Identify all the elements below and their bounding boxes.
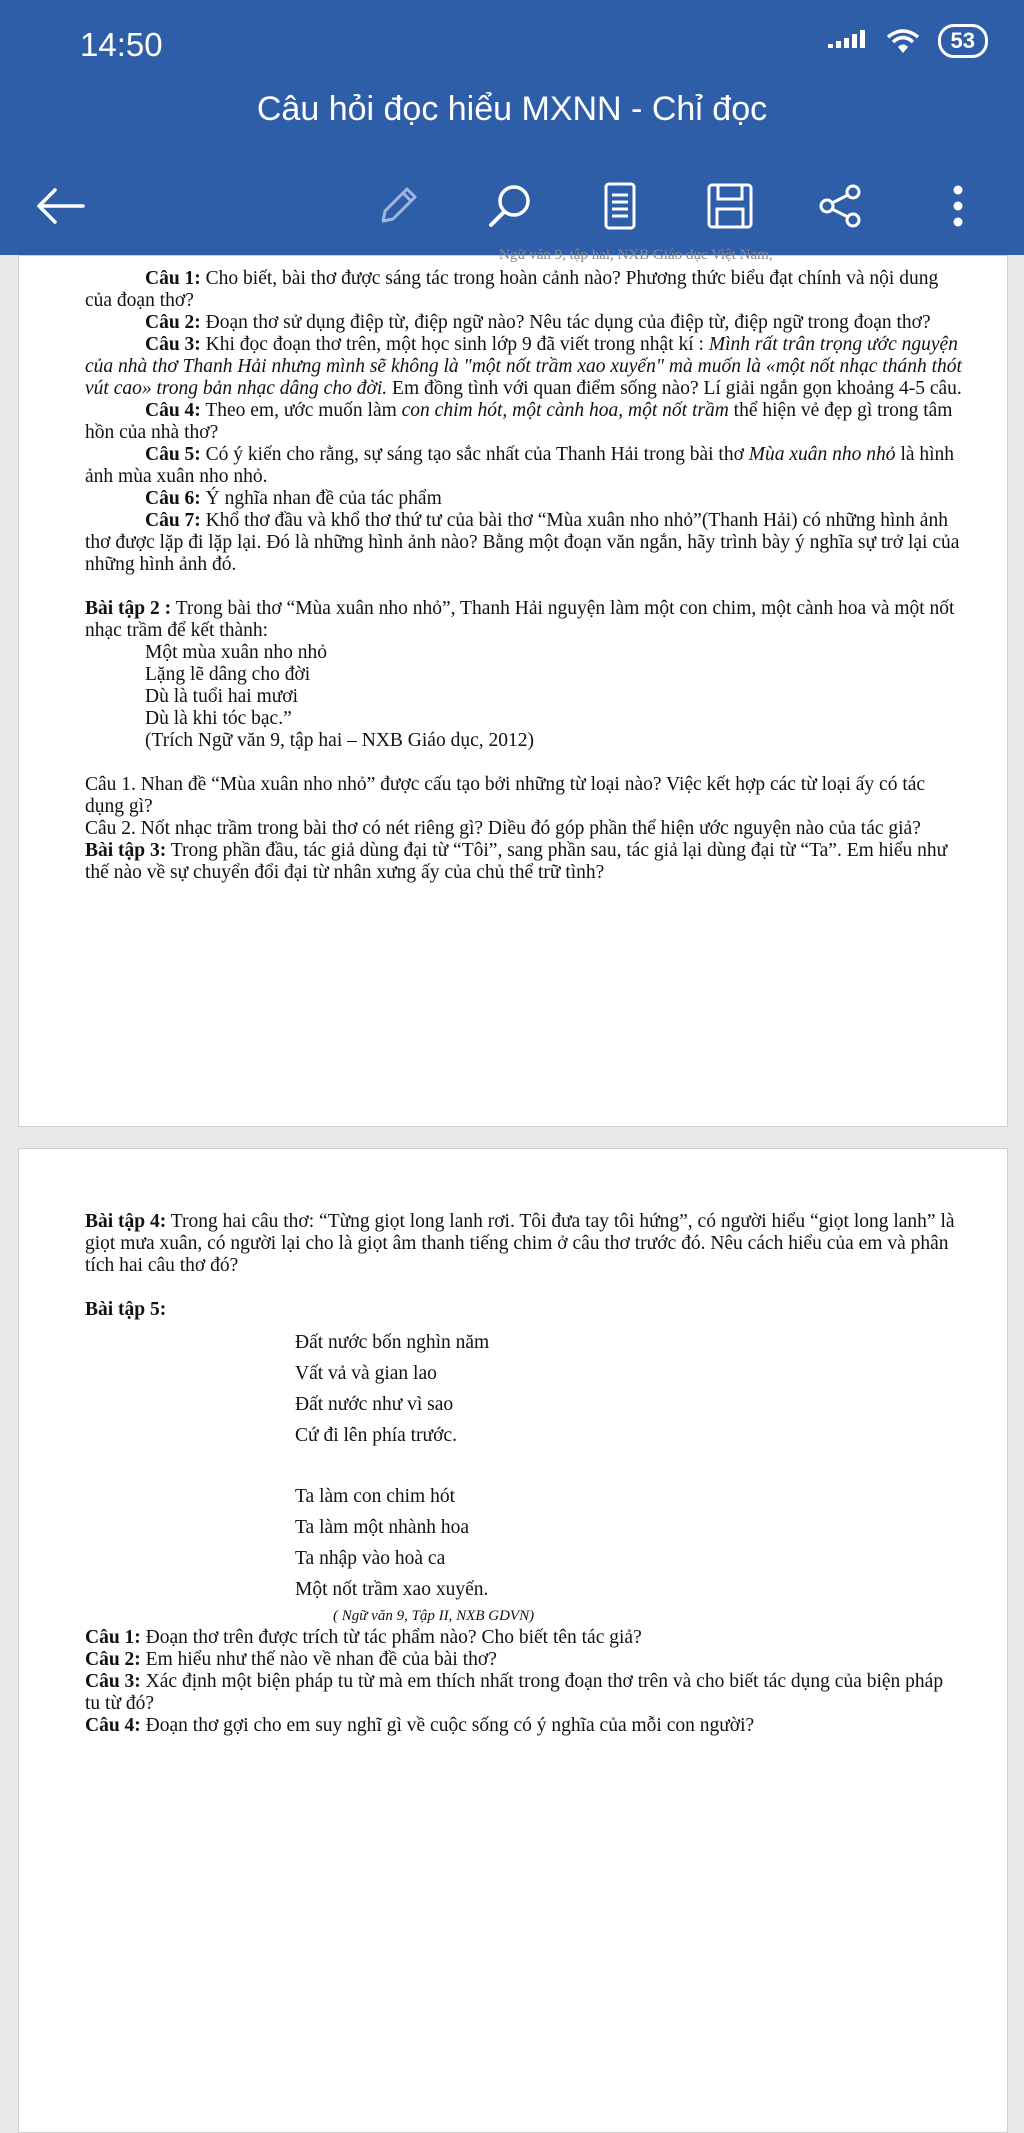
exercise-2-question-2: Câu 2. Nốt nhạc trầm trong bài thơ có nét riêng gì? Diều đó góp phần thể hiện ước nguyện nào của tác giả? <box>85 818 921 839</box>
poem-excerpt <box>85 642 963 752</box>
poem-line: Dù là khi tóc bạc.” <box>145 708 292 729</box>
edit-button[interactable] <box>370 178 426 234</box>
share-icon <box>815 181 865 231</box>
battery-indicator: 53 <box>938 24 988 58</box>
document-page-2 <box>18 1148 1008 2133</box>
poem-line: Cứ đi lên phía trước. <box>295 1425 457 1446</box>
reading-view-button[interactable] <box>592 178 648 234</box>
page-2-content <box>85 1211 963 1737</box>
document-icon <box>600 181 640 231</box>
more-vertical-icon <box>948 181 968 231</box>
exercise-4: Bài tập 4: Trong hai câu thơ: “Từng giọt long lanh rơi. Tôi đưa tay tôi hứng”, có người hiểu “giọt long lanh” là giọt mưa xuân, có người lại cho là giọt âm thanh tiếng chim ở câu thơ trước đó. Nêu cách hiểu của em và phân tích hai câu thơ đó? <box>85 1211 955 1276</box>
poem-stanza-2 <box>85 1481 963 1605</box>
poem-citation: ( Ngữ văn 9, Tập II, NXB GDVN) <box>333 1608 535 1624</box>
poem-line: Ta làm một nhành hoa <box>295 1517 470 1538</box>
app-bar <box>0 0 1024 255</box>
poem-line: Ta nhập vào hoà ca <box>295 1548 446 1569</box>
question-7: Câu 7: Khổ thơ đầu và khổ thơ thứ tư của bài thơ “Mùa xuân nho nhỏ”(Thanh Hải) có những hình ảnh thơ được lặp đi lặp lại. Đó là những hình ảnh nào? Bằng một đoạn văn ngắn, hãy trình bày ý nghĩa sự trở lại của những hình ảnh đó. <box>85 510 960 575</box>
exercise-3: Bài tập 3: Trong phần đầu, tác giả dùng đại từ “Tôi”, sang phần sau, tác giả lại dùng đại từ “Ta”. Em hiểu như thế nào về sự chuyển đổi đại từ nhân xưng ấy của chủ thể trữ tình? <box>85 840 948 883</box>
question-4: Câu 4: Theo em, ước muốn làm con chim hót, một cành hoa, một nốt trầm thể hiện vẻ đẹp gì trong tâm hồn của nhà thơ? <box>85 400 953 443</box>
question-2: Câu 2: Đoạn thơ sử dụng điệp từ, điệp ngữ nào? Nêu tác dụng của điệp từ, điệp ngữ trong đoạn thơ? <box>145 312 931 333</box>
poem-line: Lặng lẽ dâng cho đời <box>145 664 311 685</box>
exercise-5-question-2: Câu 2: Em hiểu như thế nào về nhan đề của bài thơ? <box>85 1649 497 1670</box>
page-1-content <box>85 268 963 884</box>
question-1: Câu 1: Cho biết, bài thơ được sáng tác trong hoàn cảnh nào? Phương thức biểu đạt chính và nội dung của đoạn thơ? <box>85 268 939 311</box>
wifi-icon <box>886 27 920 55</box>
signal-icon <box>826 28 868 54</box>
exercise-5-question-4: Câu 4: Đoạn thơ gợi cho em suy nghĩ gì về cuộc sống có ý nghĩa của mỗi con người? <box>85 1715 755 1736</box>
search-button[interactable] <box>482 178 538 234</box>
question-6: Câu 6: Ý nghĩa nhan đề của tác phẩm <box>145 488 442 509</box>
poem-stanza-1 <box>85 1327 963 1451</box>
search-icon <box>486 182 534 230</box>
poem-line: Một mùa xuân nho nhỏ <box>145 642 327 663</box>
save-button[interactable] <box>702 178 758 234</box>
pencil-icon <box>375 183 421 229</box>
poem-line: Đất nước như vì sao <box>295 1394 454 1415</box>
status-time: 14:50 <box>80 26 163 63</box>
poem-line: Dù là tuổi hai mươi <box>145 686 299 707</box>
back-button[interactable] <box>32 178 88 234</box>
exercise-2-question-1: Câu 1. Nhan đề “Mùa xuân nho nhỏ” được cấu tạo bởi những từ loại nào? Việc kết hợp các từ loại ấy có tác dụng gì? <box>85 774 926 817</box>
document-title: Câu hỏi đọc hiểu MXNN - Chỉ đọc <box>256 90 768 128</box>
back-arrow-icon <box>35 186 85 226</box>
exercise-5-question-3: Câu 3: Xác định một biện pháp tu từ mà em thích nhất trong đoạn thơ trên và cho biết tác dụng của biện pháp tu từ đó? <box>85 1671 944 1714</box>
poem-source: (Trích Ngữ văn 9, tập hai – NXB Giáo dục, 2012) <box>145 730 534 751</box>
question-3: Câu 3: Khi đọc đoạn thơ trên, một học sinh lớp 9 đã viết trong nhật kí : Mình rất trân trọng ước nguyện của nhà thơ Thanh Hải nhưng mình sẽ không là "một nốt trầm xao xuyến" mà muốn là «một nốt nhạc thánh thót vút cao» trong bản nhạc dâng cho đời. Em đồng tình với quan điểm sống nào? Lí giải ngắn gọn khoảng 4-5 câu. <box>85 334 962 399</box>
status-icons <box>826 24 988 58</box>
cut-header-text: Ngữ văn 9, tập hai, NXB Giáo dục Việt Nam, <box>499 247 773 263</box>
save-icon <box>705 181 755 231</box>
toolbar <box>0 170 1024 240</box>
share-button[interactable] <box>812 178 868 234</box>
poem-line: Đất nước bốn nghìn năm <box>295 1332 490 1353</box>
poem-line: Một nốt trầm xao xuyến. <box>295 1579 489 1600</box>
exercise-5-question-1: Câu 1: Đoạn thơ trên được trích từ tác phẩm nào? Cho biết tên tác giả? <box>85 1627 642 1648</box>
document-page-1 <box>18 247 1008 1127</box>
poem-line: Ta làm con chim hót <box>295 1486 456 1507</box>
exercise-5-heading: Bài tập 5: <box>85 1299 167 1320</box>
exercise-2: Bài tập 2 : Trong bài thơ “Mùa xuân nho nhỏ”, Thanh Hải nguyện làm một con chim, một cành hoa và một nốt nhạc trầm để kết thành: <box>85 598 955 641</box>
question-5: Câu 5: Có ý kiến cho rằng, sự sáng tạo sắc nhất của Thanh Hải trong bài thơ Mùa xuân nho nhỏ là hình ảnh mùa xuân nho nhỏ. <box>85 444 955 487</box>
poem-line: Vất vả và gian lao <box>295 1363 437 1384</box>
more-options-button[interactable] <box>930 178 986 234</box>
